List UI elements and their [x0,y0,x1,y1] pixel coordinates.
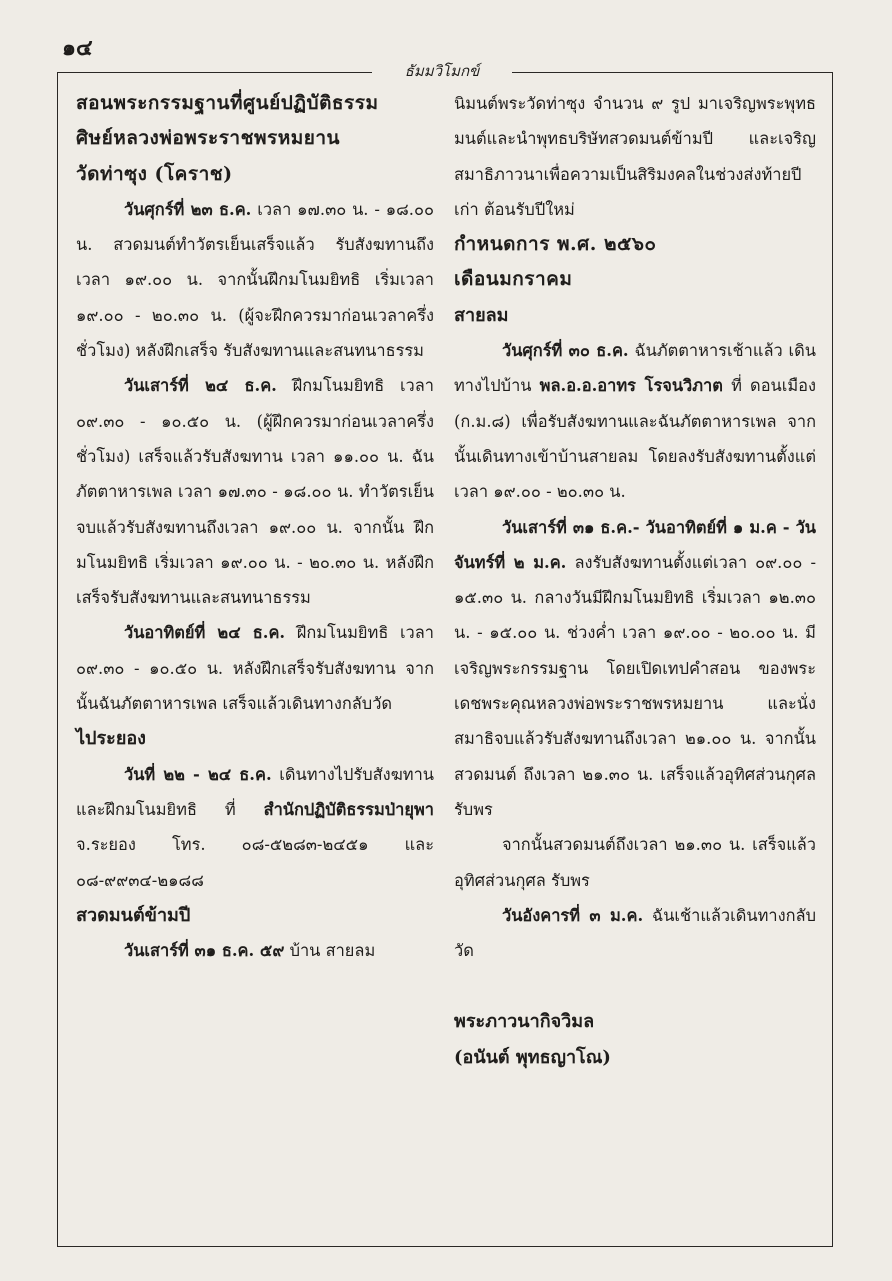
entry-chanting [454,827,816,898]
entry-label: วันเสาร์ที่ ๓๑ ธ.ค.- วันอาทิตย์ที่ ๑ ม.ค - วันจันทร์ที่ ๒ ม.ค. [454,517,816,572]
page-number: ๑๔ [62,35,93,61]
entry-text: ฝึกมโนมยิทธิ เวลา ๐๙.๓๐ - ๑๐.๕๐ น. หลังฝึกเสร็จรับสังฆทาน จากนั้นฉันภัตตาหารเพล เสร็จแล้วเดินทางกลับวัด [76,623,434,714]
signature-sub: (อนันต์ พุทธญาโณ) [454,1046,611,1068]
right-column [454,86,816,1075]
entry-text: บ้าน สายลม [284,941,376,961]
left-title-line-2: ศิษย์หลวงพ่อพระราชพรหมยาน [76,127,341,150]
rayong-heading: ไประยอง [76,728,146,750]
entry-newyear [76,933,434,968]
entry-text: ที่ ดอนเมือง (ก.ม.๘) เพื่อรับสังฆทานและฉันภัตตาหารเพล จากนั้นเดินทางเข้าบ้านสายลม โดยลงรับสังฆทานตั้งแต่เวลา ๑๙.๐๐ - ๒๐.๓๐ น. [454,376,816,502]
entry-label: วันเสาร์ที่ ๓๑ ธ.ค. ๕๙ [124,941,285,961]
left-title-line-3: วัดท่าซุง (โคราช) [76,162,233,185]
entry-fri-23 [76,192,434,368]
person-name: พล.อ.อ.อาทร โรจนวิภาต [539,376,723,396]
entry-label: วันอังคารที่ ๓ ม.ค. [502,905,644,925]
entry-text: ฉันเช้าแล้วเดินทางกลับวัด [454,905,816,961]
entry-label: วันเสาร์ที่ ๒๔ ธ.ค. [124,376,277,396]
signature-name: พระภาวนากิจวิมล [454,1011,595,1033]
running-header: ธัมมวิโมกข์ [372,60,512,82]
entry-label: วันศุกร์ที่ ๒๓ ธ.ค. [124,199,252,219]
entry-label: วันศุกร์ที่ ๓๐ ธ.ค. [502,341,629,361]
entry-label: วันที่ ๒๒ - ๒๔ ธ.ค. [124,764,272,784]
entry-text: ฉันภัตตาหารเช้าแล้ว เดินทางไปบ้าน [454,341,816,396]
entry-text: เดินทางไปรับสังฆทานและฝึกมโนมยิทธิ ที่ [76,764,434,819]
left-column [76,86,434,968]
entry-label: วันอาทิตย์ที่ ๒๔ ธ.ค. [124,623,286,643]
entry-tue-3 [454,898,816,969]
entry-text: จากนั้นสวดมนต์ถึงเวลา ๒๑.๓๐ น. เสร็จแล้วอุทิศส่วนกุศล รับพร [454,835,816,890]
entry-text: ฝึกมโนมยิทธิ เวลา ๐๙.๓๐ - ๑๐.๕๐ น. (ผู้ฝึกควรมาก่อนเวลาครึ่งชั่วโมง) เสร็จแล้วรับสังฆทาน เวลา ๑๑.๐๐ น. ฉันภัตตาหารเพล เวลา ๑๗.๓๐ - ๑๘.๐๐ น. ทำวัตรเย็น จบแล้วรับสังฆทานถึงเวลา ๑๙.๐๐ น. จากนั้น ฝึกมโนมยิทธิ เริ่มเวลา ๑๙.๐๐ น. - ๒๐.๓๐ น. หลังฝึกเสร็จรับสังฆทานและสนทนาธรรม [76,376,434,608]
schedule-heading: กำหนดการ พ.ศ. ๒๕๖๐ [454,233,657,256]
entry-fri-30 [454,333,816,509]
entry-text: จ.ระยอง โทร. ๐๘-๕๒๘๓-๒๔๕๑ และ ๐๘-๙๙๓๔-๒๑๘๘ [76,835,434,890]
entry-sun-24 [76,615,434,721]
entry-rayong [76,757,434,898]
entry-text: เวลา ๑๗.๓๐ น. - ๑๘.๐๐ น. สวดมนต์ทำวัตรเย็นเสร็จแล้ว รับสังฆทานถึงเวลา ๑๙.๐๐ น. จากนั้นฝึกมโนมยิทธิ เริ่มเวลา ๑๙.๐๐ - ๒๐.๓๐ น. (ผู้จะฝึกควรมาก่อนเวลาครึ่งชั่วโมง) หลังฝึกเสร็จ รับสังฆทานและสนทนาธรรม [76,199,434,361]
newyear-heading: สวดมนต์ข้ามปี [76,904,191,926]
entry-text: ลงรับสังฆทานตั้งแต่เวลา ๐๙.๐๐ - ๑๕.๓๐ น. กลางวันมีฝึกมโนมยิทธิ เริ่มเวลา ๑๒.๓๐ น. - ๑๕.๐๐ น. ช่วงค่ำ เวลา ๑๙.๐๐ - ๒๐.๐๐ น. มีเจริญพระกรรมฐาน โดยเปิดเทปคำสอน ของพระเดชพระคุณหลวงพ่อพระราชพรหมยาน และนั่งสมาธิจบแล้วรับสังฆทานถึงเวลา ๒๑.๐๐ น. จากนั้นสวดมนต์ ถึงเวลา ๒๑.๓๐ น. เสร็จแล้วอุทิศส่วนกุศล รับพร [454,552,816,819]
left-title-line-1: สอนพระกรรมฐานที่ศูนย์ปฏิบัติธรรม [76,92,379,114]
place-name: สำนักปฏิบัติธรรมป่ายุพา [263,799,434,819]
entry-sat-31-mon-2 [454,510,816,828]
continuation-text: นิมนต์พระวัดท่าซุง จำนวน ๙ รูป มาเจริญพระพุทธมนต์และนำพุทธบริษัทสวดมนต์ข้ามปี และเจริญสมาธิภาวนาเพื่อความเป็นสิริมงคลในช่วงส่งท้ายปีเก่า ต้อนรับปีใหม่ [454,94,816,219]
entry-sat-24 [76,368,434,615]
month-heading: เดือนมกราคม [454,268,573,291]
location-heading: สายลม [454,304,509,326]
